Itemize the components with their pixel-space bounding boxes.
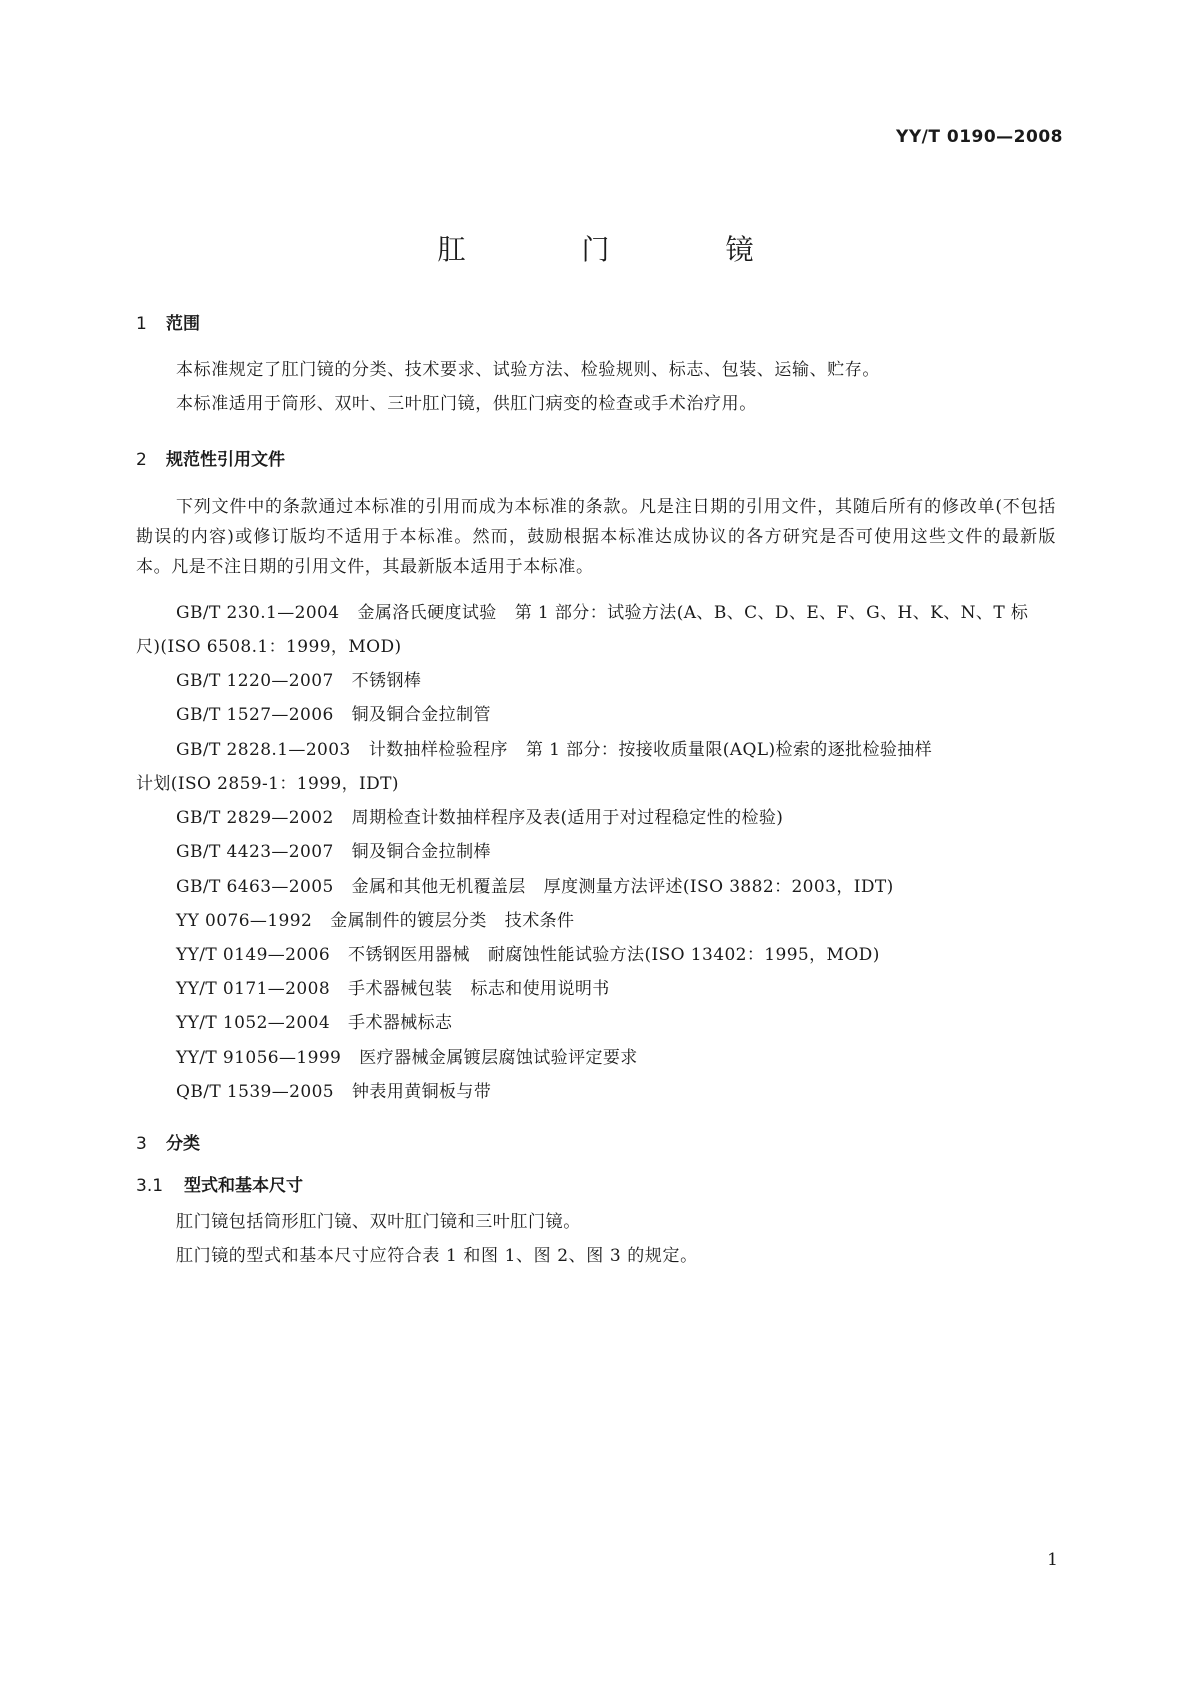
reference-item: [176, 598, 1028, 623]
reference-title: 金属制件的镀层分类: [330, 911, 487, 931]
reference-code: YY/T 0149—2006: [176, 945, 331, 965]
paragraph: 本标准规定了肛门镜的分类、技术要求、试验方法、检验规则、标志、包装、运输、贮存。: [176, 360, 880, 380]
paragraph: 肛门镜的型式和基本尺寸应符合表 1 和图 1、图 2、图 3 的规定。: [176, 1246, 698, 1266]
reference-item: [176, 1077, 491, 1102]
section-title: 规范性引用文件: [166, 450, 285, 470]
reference-code: YY/T 91056—1999: [176, 1048, 342, 1068]
paragraph: 肛门镜包括筒形肛门镜、双叶肛门镜和三叶肛门镜。: [176, 1212, 581, 1232]
section-title: 型式和基本尺寸: [184, 1176, 303, 1196]
reference-item: [176, 700, 491, 725]
reference-code: YY/T 0171—2008: [176, 979, 331, 999]
reference-title: 金属和其他无机覆盖层: [351, 877, 526, 897]
reference-code: QB/T 1539—2005: [176, 1082, 335, 1102]
reference-item: [176, 735, 932, 760]
reference-code: GB/T 1527—2006: [176, 705, 334, 725]
reference-title: 铜及铜合金拉制棒: [351, 842, 491, 862]
reference-title: 钟表用黄铜板与带: [352, 1082, 492, 1102]
reference-code: YY 0076—1992: [176, 911, 313, 931]
reference-title: 不锈钢医用器械: [348, 945, 470, 965]
reference-code: GB/T 6463—2005: [176, 877, 334, 897]
subsection-3-1-heading: [136, 1171, 303, 1196]
reference-title-part: 耐腐蚀性能试验方法(ISO 13402：1995，MOD): [487, 945, 880, 965]
reference-item: [176, 906, 574, 931]
section-title: 分类: [166, 1134, 200, 1154]
reference-title-part: 标志和使用说明书: [470, 979, 610, 999]
section-title: 范围: [166, 314, 200, 334]
section-3-heading: [136, 1129, 200, 1154]
paragraph: 下列文件中的条款通过本标准的引用而成为本标准的条款。凡是注日期的引用文件，其随后所有的修改单(不包括勘误的内容)或修订版均不适用于本标准。然而，鼓励根据本标准达成协议的各方研究是否可使用这些文件的最新版本。凡是不注日期的引用文件，其最新版本适用于本标准。: [136, 497, 1056, 577]
reference-code: GB/T 4423—2007: [176, 842, 334, 862]
reference-item: [176, 1043, 638, 1068]
reference-title-part: 技术条件: [504, 911, 575, 931]
reference-code: YY/T 1052—2004: [176, 1013, 331, 1033]
reference-item: [176, 872, 894, 897]
reference-item: [176, 940, 880, 965]
reference-item: [176, 974, 610, 999]
paragraph: 本标准适用于筒形、双叶、三叶肛门镜，供肛门病变的检查或手术治疗用。: [176, 394, 757, 414]
section-number: 1: [136, 314, 147, 334]
reference-code: GB/T 1220—2007: [176, 671, 334, 691]
reference-code: GB/T 230.1—2004: [176, 603, 340, 623]
page-number: 1: [1047, 1550, 1058, 1570]
reference-title: 手术器械包装: [348, 979, 453, 999]
section-1-heading: [136, 309, 200, 334]
reference-title: 金属洛氏硬度试验: [357, 603, 497, 623]
reference-item: [176, 803, 783, 828]
reference-code: GB/T 2828.1—2003: [176, 740, 351, 760]
reference-title: 计数抽样检验程序: [368, 740, 508, 760]
standard-code: YY/T 0190—2008: [896, 127, 1063, 147]
document-title: 肛 门 镜: [437, 233, 798, 266]
reference-item: [176, 837, 491, 862]
reference-title: 手术器械标志: [348, 1013, 453, 1033]
reference-title-part: 厚度测量方法评述(ISO 3882：2003，IDT): [543, 877, 894, 897]
reference-continuation: 尺)(ISO 6508.1：1999，MOD): [136, 637, 402, 657]
section-number: 3: [136, 1134, 147, 1154]
reference-title: 医疗器械金属镀层腐蚀试验评定要求: [359, 1048, 638, 1068]
reference-title: 周期检查计数抽样程序及表(适用于对过程稳定性的检验): [351, 808, 784, 828]
reference-title: 不锈钢棒: [351, 671, 422, 691]
section-number: 2: [136, 450, 147, 470]
reference-item: [176, 666, 421, 691]
reference-continuation: 计划(ISO 2859-1：1999，IDT): [136, 774, 399, 794]
section-number: 3.1: [136, 1176, 164, 1196]
reference-title-part: 第 1 部分：试验方法(A、B、C、D、E、F、G、H、K、N、T 标: [514, 603, 1029, 623]
section-2-heading: [136, 445, 285, 470]
reference-title: 铜及铜合金拉制管: [351, 705, 491, 725]
reference-title-part: 第 1 部分：按接收质量限(AQL)检索的逐批检验抽样: [525, 740, 933, 760]
reference-item: [176, 1008, 452, 1033]
reference-code: GB/T 2829—2002: [176, 808, 334, 828]
